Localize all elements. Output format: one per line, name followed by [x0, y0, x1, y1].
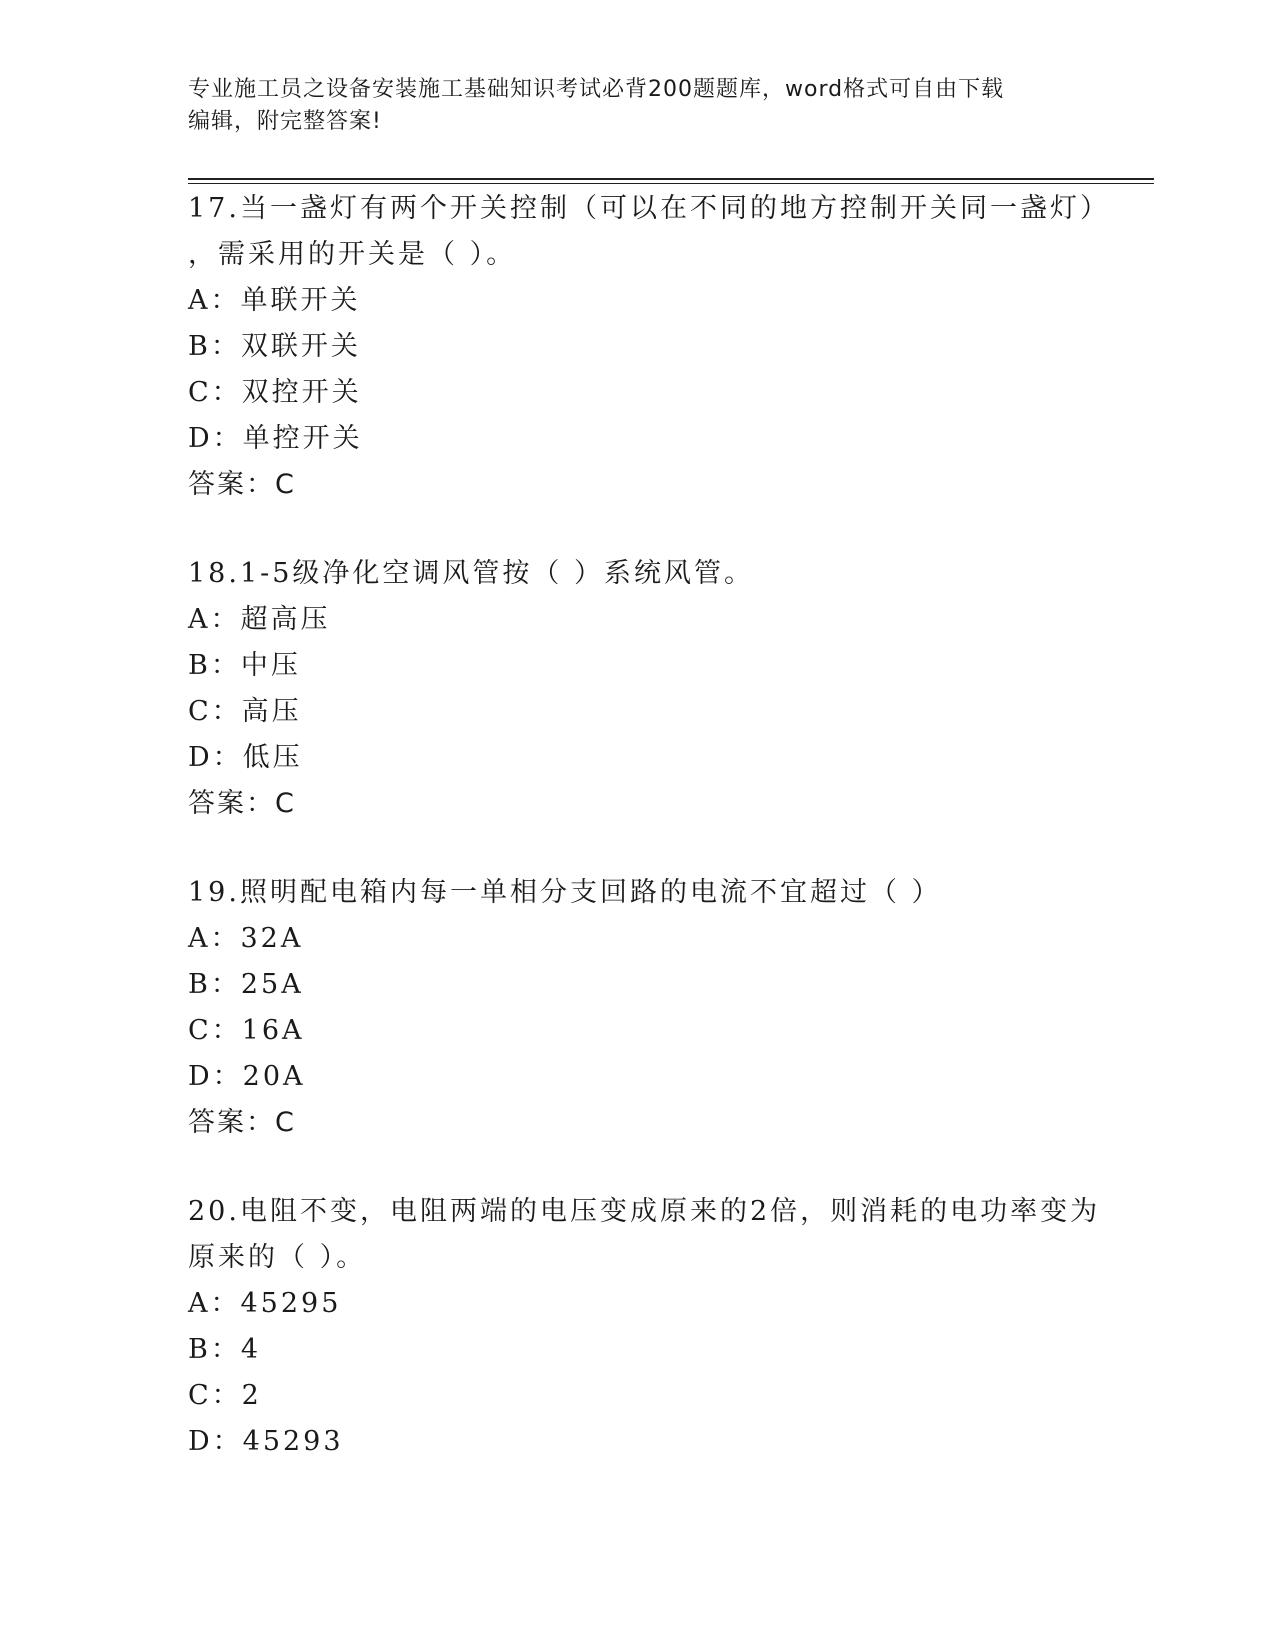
answer: 答案：C — [188, 788, 296, 819]
option-a: A：单联开关 — [188, 285, 361, 316]
option-a: A：32A — [188, 923, 304, 954]
option-a: A：超高压 — [188, 604, 331, 635]
question-text: 18.1-5级净化空调风管按（ ）系统风管。 — [188, 558, 755, 589]
answer: 答案：C — [188, 1107, 296, 1138]
header-divider — [188, 178, 1154, 180]
question-text: 原来的（ ）。 — [188, 1242, 367, 1273]
option-b: B：中压 — [188, 650, 301, 681]
option-c: C：16A — [188, 1015, 305, 1046]
question-text: 17.当一盏灯有两个开关控制（可以在不同的地方控制开关同一盏灯） — [188, 193, 1110, 224]
option-c: C：2 — [188, 1380, 262, 1411]
question-18 — [188, 551, 1088, 827]
question-19 — [188, 870, 1088, 1146]
answer: 答案：C — [188, 469, 296, 500]
option-b: B：双联开关 — [188, 331, 361, 362]
question-text: ，需采用的开关是（ ）。 — [188, 239, 517, 270]
header-line-1: 专业施工员之设备安装施工基础知识考试必背200题题库，word格式可自由下载 — [188, 77, 1005, 102]
header-divider-thin — [188, 183, 1154, 184]
question-17 — [188, 186, 1110, 508]
question-20 — [188, 1189, 1101, 1465]
option-d: D：单控开关 — [188, 423, 363, 454]
option-d: D：45293 — [188, 1426, 344, 1457]
option-d: D：20A — [188, 1061, 306, 1092]
option-b: B：4 — [188, 1334, 262, 1365]
option-c: C：双控开关 — [188, 377, 362, 408]
question-text: 20.电阻不变，电阻两端的电压变成原来的2倍，则消耗的电功率变为 — [188, 1196, 1101, 1227]
header-line-2: 编辑，附完整答案! — [188, 109, 382, 134]
option-c: C：高压 — [188, 696, 302, 727]
option-b: B：25A — [188, 969, 304, 1000]
document-header — [188, 74, 1088, 138]
option-a: A：45295 — [188, 1288, 342, 1319]
question-text: 19.照明配电箱内每一单相分支回路的电流不宜超过（ ） — [188, 877, 942, 908]
option-d: D：低压 — [188, 742, 303, 773]
